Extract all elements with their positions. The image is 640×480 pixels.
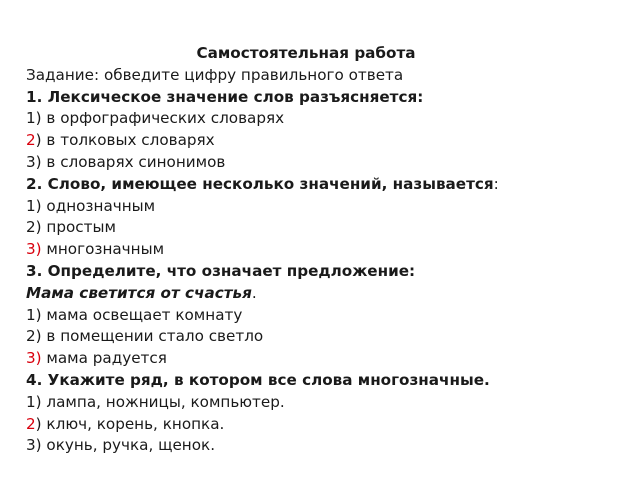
option-q1-1 — [26, 108, 616, 130]
option-number: 1) — [26, 196, 42, 215]
option-text: лампа, ножницы, компьютер. — [41, 392, 285, 411]
task-instruction: Задание: обведите цифру правильного ответа — [26, 65, 404, 84]
option-text: многозначным — [41, 240, 165, 259]
sentence-line — [26, 283, 616, 305]
correct-option-number: 3) — [26, 240, 42, 259]
option-q1-3 — [26, 152, 616, 174]
option-text: однозначным — [41, 196, 156, 215]
option-q2-3 — [26, 239, 616, 261]
worksheet — [26, 43, 616, 457]
option-q4-3 — [26, 435, 616, 457]
option-text: в толковых словарях — [41, 131, 215, 150]
option-number: 2) — [26, 218, 42, 237]
question-2-suffix: : — [493, 174, 499, 193]
option-number-suffix: ) — [35, 414, 42, 433]
option-text: в орфографических словарях — [41, 109, 285, 128]
correct-option-number: 3) — [26, 349, 42, 368]
option-q2-2 — [26, 217, 616, 239]
correct-option-number: 2 — [26, 131, 36, 150]
option-text: мама освещает комнату — [41, 305, 243, 324]
worksheet-title: Самостоятельная работа — [196, 44, 416, 62]
option-number: 2) — [26, 327, 42, 346]
option-number: 1) — [26, 305, 42, 324]
sentence-suffix: . — [251, 283, 257, 302]
option-text: мама радуется — [41, 349, 167, 368]
example-sentence: Мама светится от счастья — [26, 283, 252, 302]
question-2-line — [26, 174, 616, 196]
option-text: в помещении стало светло — [41, 327, 264, 346]
option-q3-1 — [26, 305, 616, 327]
correct-option-number: 2 — [26, 414, 36, 433]
option-q3-3 — [26, 348, 616, 370]
question-2: 2. Слово, имеющее несколько значений, называется — [26, 174, 494, 193]
option-number: 1) — [26, 109, 42, 128]
option-number-suffix: ) — [35, 131, 42, 150]
question-1: 1. Лексическое значение слов разъясняется: — [26, 87, 424, 106]
option-text: окунь, ручка, щенок. — [41, 436, 216, 455]
question-3: 3. Определите, что означает предложение: — [26, 261, 416, 280]
option-text: в словарях синонимов — [41, 152, 226, 171]
option-q4-1 — [26, 392, 616, 414]
option-number: 3) — [26, 436, 42, 455]
option-number: 1) — [26, 392, 42, 411]
option-text: простым — [41, 218, 116, 237]
question-4: 4. Укажите ряд, в котором все слова многозначные. — [26, 370, 490, 389]
option-q1-2 — [26, 130, 616, 152]
option-q2-1 — [26, 196, 616, 218]
option-q3-2 — [26, 326, 616, 348]
option-number: 3) — [26, 152, 42, 171]
option-text: ключ, корень, кнопка. — [41, 414, 225, 433]
option-q4-2 — [26, 414, 616, 436]
